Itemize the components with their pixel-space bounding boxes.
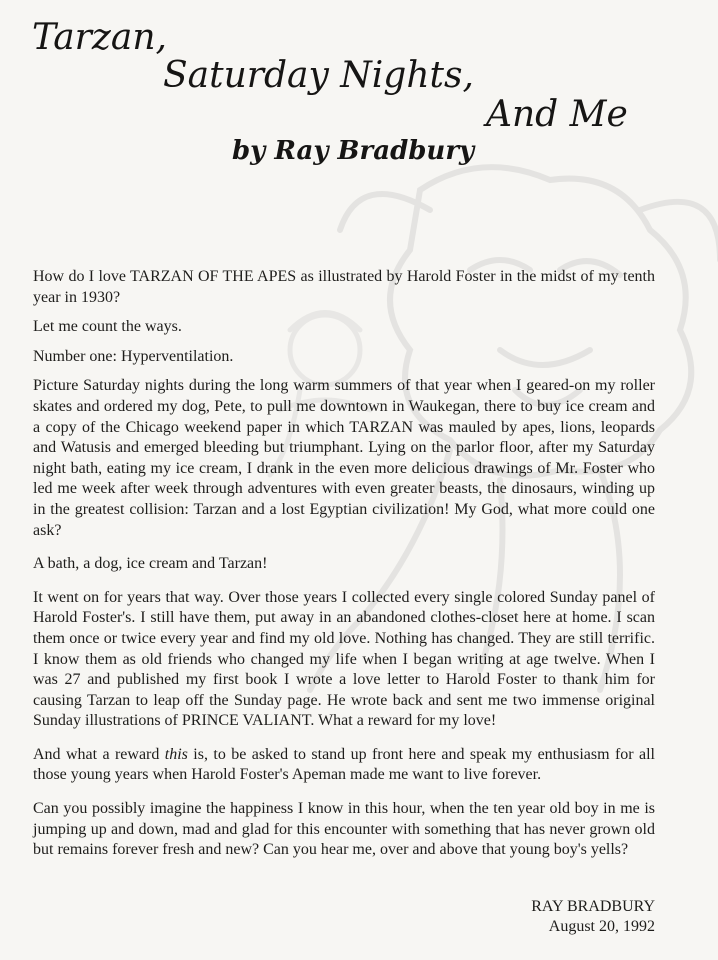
signature-name: RAY BRADBURY	[531, 898, 655, 915]
signature-block	[531, 897, 655, 937]
paragraph-7	[33, 745, 655, 786]
author-byline: by Ray Bradbury	[232, 136, 475, 166]
article-body	[33, 267, 655, 870]
paragraph-7-end: is, to be asked to stand up front here and speak my enthusiasm for all those young years when Harold Foster's Apeman made me want to live forever.	[33, 745, 656, 784]
title-line-1: Tarzan,	[32, 17, 167, 58]
paragraph-4: Picture Saturday nights during the long warm summers of that year when I geared-on my roller skates and ordered my dog, Pete, to pull me downtown in Waukegan, there to buy ice cream and a copy of the Chicago weekend paper in which TARZAN was mauled by apes, lions, leopards and Watusis and emerged bleeding but triumphant. Lying on the parlor floor, after my Saturday night bath, eating my ice cream, I drank in the even more delicious drawings of Mr. Foster who led me week after week through adventures with even greater beasts, the dinosaurs, winding up in the greatest collision: Tarzan and a lost Egyptian civilization! My God, what more could one ask?	[33, 377, 655, 539]
paragraph-7-emphasis: this	[164, 745, 188, 763]
paragraph-5: A bath, a dog, ice cream and Tarzan!	[33, 555, 268, 573]
title-line-3: And Me	[486, 94, 628, 135]
paragraph-6: It went on for years that way. Over those years I collected every single colored Sunday panel of Harold Foster's. I still have them, put away in an abandoned clothes-closet here at home. I scan them once or twice every year and find my old love. Nothing has changed. They are still terrific. I know them as old friends who changed my life when I began writing at age twelve. When I was 27 and published my first book I wrote a love letter to Harold Foster to thank him for causing Tarzan to leap off the Sunday page. He wrote back and sent me two immense original Sunday illustrations of PRINCE VALIANT. What a reward for my love!	[33, 588, 655, 730]
title-line-2: Saturday Nights,	[163, 55, 474, 96]
paragraph-7-start: And what a reward	[33, 745, 165, 763]
signature-date: August 20, 1992	[548, 918, 655, 935]
paragraph-3: Number one: Hyperventilation.	[33, 347, 234, 365]
paragraph-2: Let me count the ways.	[33, 318, 182, 336]
paragraph-1: How do I love TARZAN OF THE APES as illustrated by Harold Foster in the midst of my tenth year in 1930?	[33, 268, 655, 306]
paragraph-8: Can you possibly imagine the happiness I know in this hour, when the ten year old boy in me is jumping up and down, mad and glad for this encounter with something that has never grown old but remains forever fresh and new? Can you hear me, over and above that young boy's yells?	[33, 800, 655, 859]
